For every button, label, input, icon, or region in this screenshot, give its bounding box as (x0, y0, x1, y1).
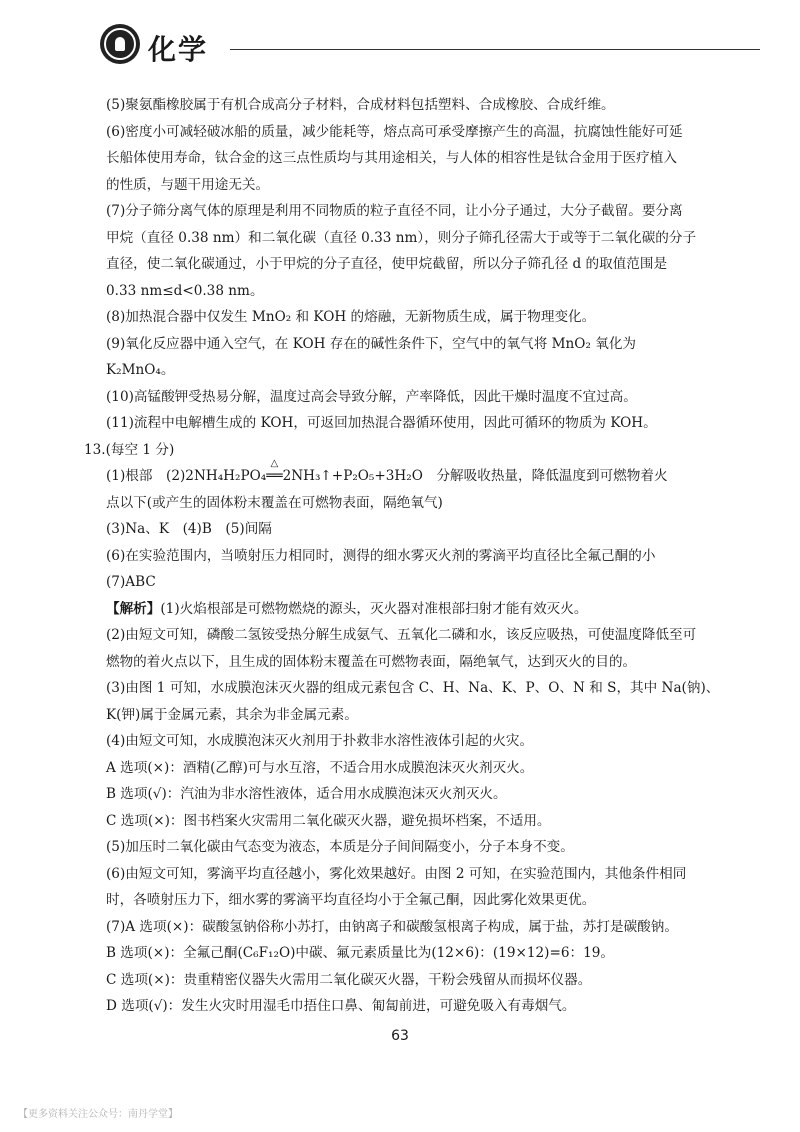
text-line: (6)在实验范围内，当喷射压力相同时，测得的细水雾灭火剂的雾滴平均直径比全氟己酮的小 (106, 547, 656, 564)
text-line: 长船体使用寿命，钛合金的这三点性质均与其用途相关，与人体的相容性是钛合金用于医疗植入 (106, 150, 677, 166)
text-line: 点以下(或产生的固体粉末覆盖在可燃物表面，隔绝氧气) (106, 494, 443, 511)
text-line: C 选项(×)：图书档案火灾需用二氧化碳灭火器，避免损坏档案，不适用。 (106, 812, 551, 829)
subject-title: 化学 (148, 33, 209, 66)
text-line: K(钾)属于金属元素，其余为非金属元素。 (106, 706, 358, 723)
text-line: (3)Na、K (4)B (5)间隔 (106, 521, 272, 537)
text-line: (5)加压时二氧化碳由气态变为液态，本质是分子间间隔变小，分子本身不变。 (106, 839, 574, 855)
text-line: (4)由短文可知，水成膜泡沫灭火剂用于扑救非水溶性液体引起的火灾。 (106, 733, 534, 749)
text-line: (9)氧化反应器中通入空气，在 KOH 存在的碱性条件下，空气中的氧气将 MnO₂ 氧化为 (106, 335, 637, 352)
text-line: (5)聚氨酯橡胶属于有机合成高分子材料，合成材料包括塑料、合成橡胶、合成纤维。 (106, 97, 615, 113)
equation-part: 2NH₃↑+P₂O₅+3H₂O 分解吸收热量，降低温度到可燃物着火 (282, 468, 668, 484)
analysis-tag: 【解析】 (106, 600, 161, 617)
reaction-arrow: △ ══ (266, 463, 282, 490)
text-line: 时，各喷射压力下，细水雾的雾滴平均直径均小于全氟己酮，因此雾化效果更优。 (106, 892, 596, 908)
header-rule (230, 49, 760, 50)
text-line: 的性质，与题干用途无关。 (106, 176, 270, 193)
text-line: (6)由短文可知，雾滴平均直径越小，雾化效果越好。由图 2 可知，在实验范围内，其他条件相同 (106, 865, 687, 882)
text-line: 直径，使二氧化碳通过，小于甲烷的分子直径，使甲烷截留，所以分子筛孔径 d 的取值范围是 (106, 256, 668, 272)
footer-note: 【更多资料关注公众号：南丹学堂】 (18, 1109, 178, 1120)
page-number: 63 (391, 1028, 409, 1044)
text-line: (10)高锰酸钾受热易分解，温度过高会导致分解，产率降低，因此干燥时温度不宜过高。 (106, 388, 637, 405)
text-line: (8)加热混合器中仅发生 MnO₂ 和 KOH 的熔融，无新物质生成，属于物理变化。 (106, 309, 596, 325)
text-span: (1)火焰根部是可燃物燃烧的源头，灭火器对准根部扫射才能有效灭火。 (160, 600, 588, 617)
publisher-logo-icon (100, 24, 140, 64)
text-line (106, 458, 736, 490)
text-line: 燃物的着火点以下，且生成的固体粉末覆盖在可燃物表面，隔绝氧气，达到灭火的目的。 (106, 653, 637, 670)
text-line: 0.33 nm≤d<0.38 nm。 (106, 282, 264, 299)
answer-content (84, 92, 736, 1020)
text-line: K₂MnO₄。 (106, 362, 175, 378)
question-13-heading: 13.(每空 1 分) (84, 441, 175, 458)
text-line: D 选项(√)：发生火灾时用湿毛巾捂住口鼻、匍匐前进，可避免吸入有毒烟气。 (106, 998, 576, 1014)
text-line: (7)分子筛分离气体的原理是利用不同物质的粒子直径不同，让小分子通过，大分子截留。要分离 (106, 203, 683, 219)
text-line: (7)ABC (106, 574, 156, 590)
text-line: 甲烷（直径 0.38 nm）和二氧化碳（直径 0.33 nm），则分子筛孔径需大于或等于二氧化碳的分子 (106, 229, 697, 246)
text-line (106, 596, 736, 623)
text-line: A 选项(×)：酒精(乙醇)可与水互溶，不适合用水成膜泡沫灭火剂灭火。 (106, 759, 534, 776)
text-line: C 选项(×)：贵重精密仪器失火需用二氧化碳灭火器，干粉会残留从而损坏仪器。 (106, 971, 592, 988)
text-line: (6)密度小可减轻破冰船的质量，减少能耗等，熔点高可承受摩擦产生的高温，抗腐蚀性能好可延 (106, 123, 683, 140)
text-line: (7)A 选项(×)：碳酸氢钠俗称小苏打，由钠离子和碳酸氢根离子构成，属于盐，苏打是碳酸钠。 (106, 918, 678, 935)
page-header (100, 22, 760, 66)
text-line: (3)由图 1 可知，水成膜泡沫灭火器的组成元素包含 C、H、Na、K、P、O、N 和 S，其中 Na(钠)、 (106, 680, 720, 696)
text-line: B 选项(√)：汽油为非水溶性液体，适合用水成膜泡沫灭火剂灭火。 (106, 786, 507, 802)
text-line: B 选项(×)：全氟己酮(C₆F₁₂O)中碳、氟元素质量比为(12×6)：(19×12)=6：19。 (106, 945, 614, 961)
text-line: (2)由短文可知，磷酸二氢铵受热分解生成氨气、五氧化二磷和水，该反应吸热，可使温度降低至可 (106, 627, 697, 643)
heat-symbol: △ (270, 458, 279, 469)
equation-part: (1)根部 (2)2NH₄H₂PO₄ (106, 468, 267, 484)
text-line: (11)流程中电解槽生成的 KOH，可返回加热混合器循环使用，因此可循环的物质为 KOH。 (106, 415, 657, 431)
